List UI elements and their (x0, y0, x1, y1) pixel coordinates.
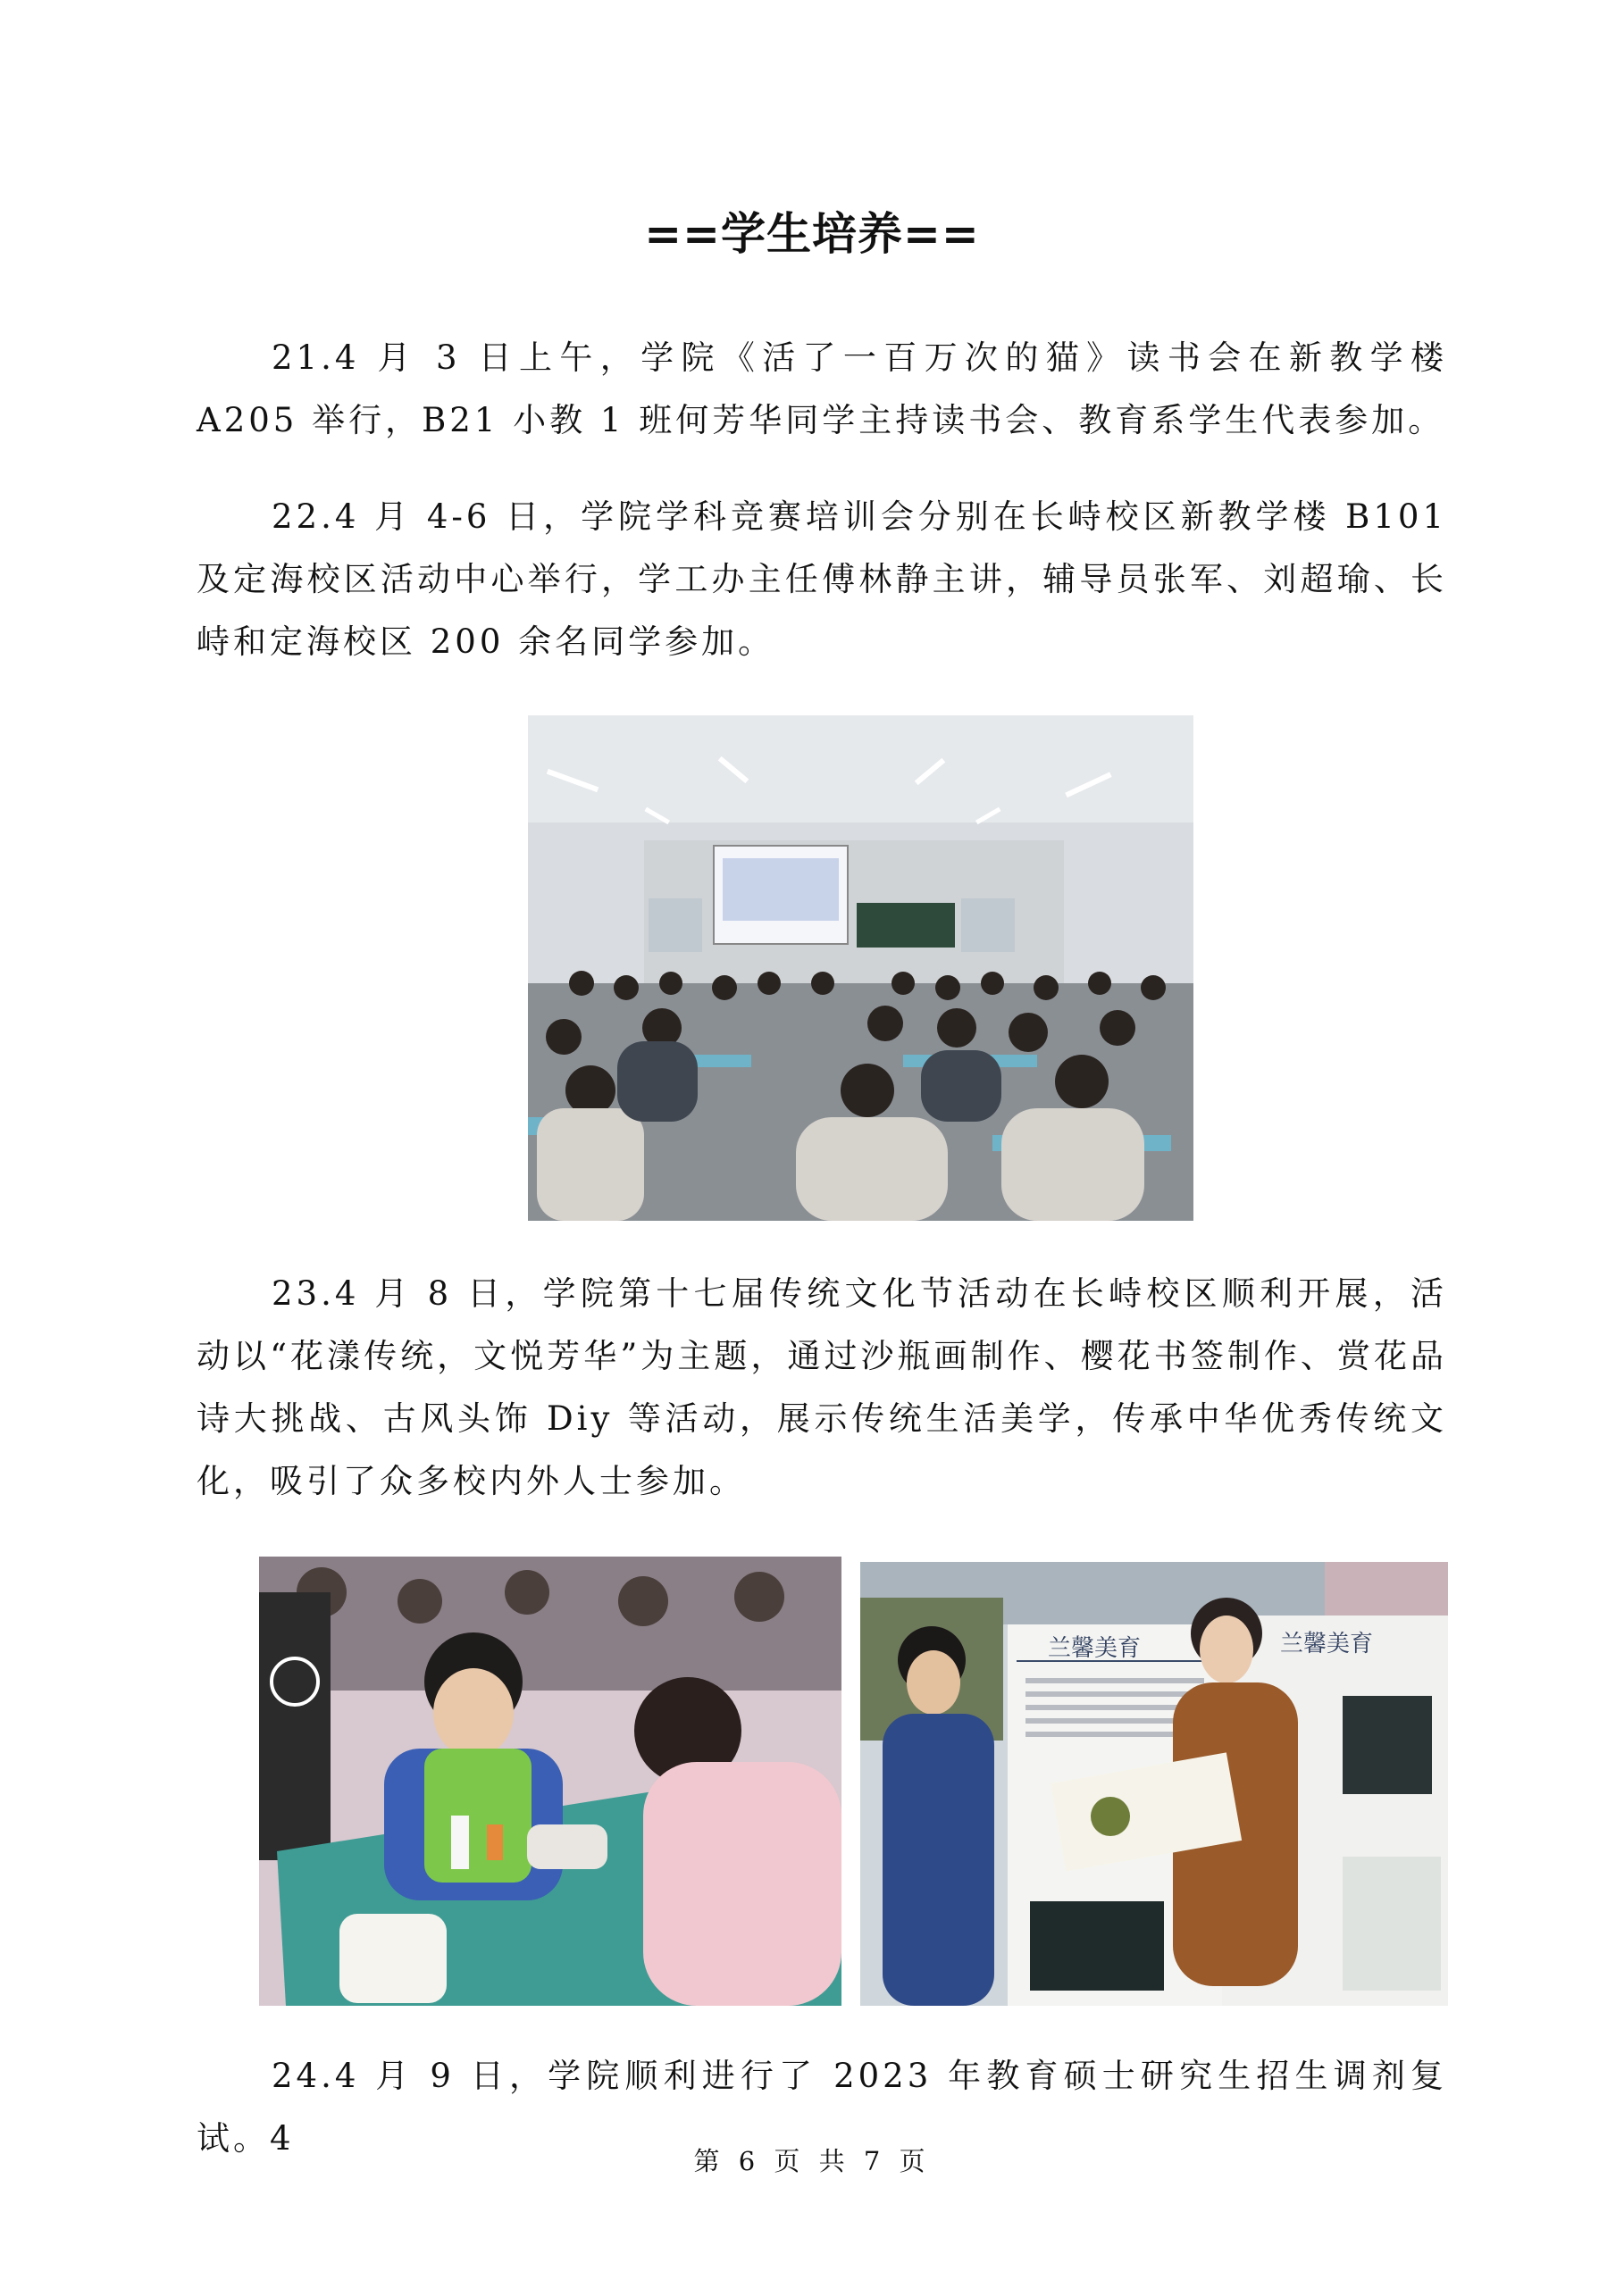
page-footer: 第 6 页 共 7 页 (693, 2146, 931, 2176)
orchid-board-label-right: 兰馨美育 (1280, 1631, 1374, 1657)
section-title: ==学生培养== (644, 208, 980, 260)
craft-activity-photo (259, 1557, 841, 2006)
paragraph-24: 24.4 月 9 日，学院顺利进行了 2023 年教育硕士研究生招生调剂复试。4 (197, 2057, 1447, 2158)
paragraph-23: 23.4 月 8 日，学院第十七届传统文化节活动在长峙校区顺利开展，活动以“花漾传统，文悦芳华”为主题，通过沙瓶画制作、樱花书签制作、赏花品诗大挑战、古风头饰 Diy 等活动，展示传统生活美学，传承中华优秀传统文化，吸引了众多校内外人士参加。 (197, 1274, 1447, 1500)
paragraph-22: 22.4 月 4-6 日，学院学科竞赛培训会分别在长峙校区新教学楼 B101 及定海校区活动中心举行，学工办主任傅林静主讲，辅导员张军、刘超瑜、长峙和定海校区 200 余名同学参加。 (197, 497, 1447, 661)
orchid-exhibition-photo (860, 1562, 1448, 2006)
orchid-board-label-left: 兰馨美育 (1048, 1635, 1142, 1662)
paragraph-21: 21.4 月 3 日上午，学院《活了一百万次的猫》读书会在新教学楼 A205 举行，B21 小教 1 班何芳华同学主持读书会、教育系学生代表参加。 (197, 338, 1447, 439)
classroom-photo (528, 715, 1193, 1221)
